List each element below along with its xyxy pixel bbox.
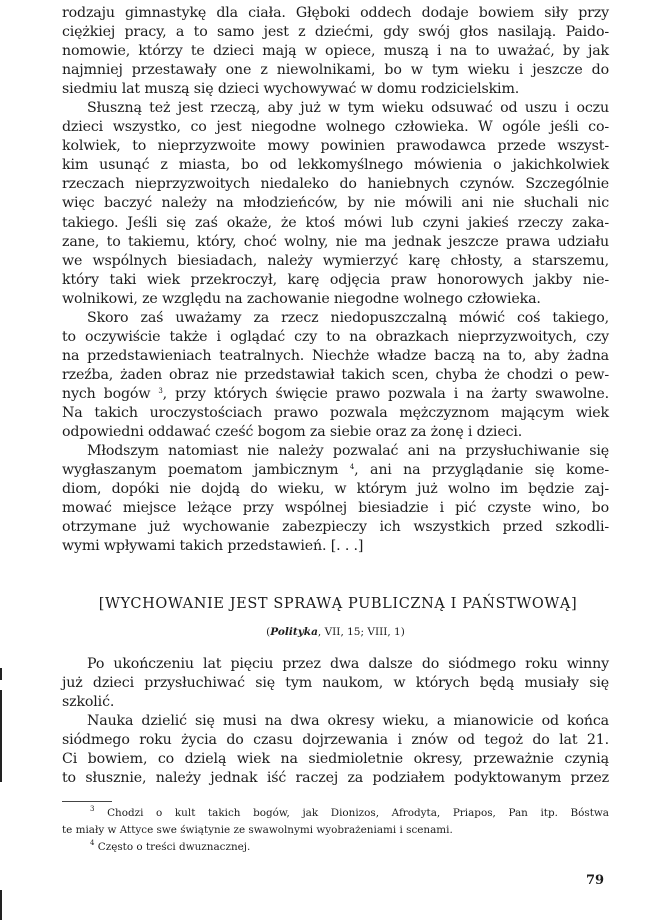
text-line: nomowie, którzy te dzieci mają w opiece, muszą i na to uważać, by jak <box>62 43 609 60</box>
footnote-text: Chodzi o kult takich bogów, jak Dionizos, Afrodyta, Priapos, Pan itp. Bóstwa <box>107 807 609 819</box>
footnote-3 <box>62 805 609 822</box>
text-line: Młodszym natomiast nie należy pozwalać ani na przysłuchiwanie się <box>87 443 609 460</box>
scan-artifact-edge <box>0 890 2 920</box>
section-source-citation <box>62 626 609 638</box>
section-heading: [WYCHOWANIE JEST SPRAWĄ PUBLICZNĄ I PAŃSTWOWĄ] <box>98 596 578 612</box>
body-text-part-1 <box>62 4 609 556</box>
page-number: 79 <box>586 873 605 888</box>
citation-rest: , VII, 15; VIII, 1) <box>317 626 405 638</box>
text-line: rzeczach nieprzyzwoitych niedaleko do haniebnych czynów. Szczególnie <box>62 176 609 193</box>
text-line: Nauka dzielić się musi na dwa okresy wieku, a mianowicie od końca <box>87 713 609 730</box>
text-line: otrzymane już wychowanie zabezpieczy ich wszystkich przed szkodli- <box>62 519 609 536</box>
text-line: rodzaju gimnastykę dla ciała. Głęboki oddech dodaje bowiem siły przy <box>62 5 609 21</box>
footnotes <box>62 805 609 856</box>
text-fragment: wygłaszanym poematom jambicznym <box>62 462 339 479</box>
scan-artifact-edge <box>0 668 2 680</box>
text-line: rzeźba, żaden obraz nie przedstawiał takich scen, chyba że chodzi o pew- <box>62 366 609 383</box>
text-line-with-footnote-ref <box>62 385 609 404</box>
text-line: kolwiek, to nieprzyzwoite mowy powinien prawodawca przede wszyst- <box>62 138 609 155</box>
text-fragment: , przy których święcie prawo pozwala i na żarty swawolne. <box>162 385 609 402</box>
text-fragment: , ani na przyglądanie się kome- <box>354 462 609 479</box>
text-line: zane, to takiemu, który, choć wolny, nie ma jednak jeszcze prawa udziału <box>62 233 609 250</box>
text-line: na przedstawieniach teatralnych. Niechże władze baczą na to, aby żadna <box>62 347 609 364</box>
footnote-ref-4[interactable]: 4 <box>349 463 355 472</box>
text-line: diom, dopóki nie dojdą do wieku, w którym już wolno im będzie zaj- <box>62 481 609 498</box>
citation-title: Polityka <box>270 626 318 638</box>
text-line-with-footnote-ref <box>62 461 609 480</box>
text-line: we wspólnych biesiadach, należy wymierzyć karę chłosty, a starszemu, <box>62 252 609 269</box>
text-line: więc baczyć należy na młodzieńców, by nie mówili ani nie słuchali nic <box>62 195 609 212</box>
scan-artifact-edge <box>0 690 2 782</box>
text-line: który taki wiek przekroczył, karę odjęcia praw honorowych jakby nie- <box>62 271 609 288</box>
footnote-separator-rule <box>62 801 112 802</box>
footnote-text: Często o treści dwuznacznej. <box>97 841 251 853</box>
text-fragment: nych bogów <box>62 385 151 402</box>
text-line: wymi wpływami takich przedstawień. [. . .] <box>62 538 364 555</box>
text-line: Ci bowiem, co dzielą wiek na siedmioletnie okresy, przeważnie czynią <box>62 751 609 768</box>
text-line: Po ukończeniu lat pięciu przez dwa dalsze do siódmego roku winny <box>87 656 609 672</box>
text-line: wolnikowi, ze względu na zachowanie niegodne wolnego człowieka. <box>62 290 541 307</box>
text-line: odpowiedni oddawać cześć bogom za siebie oraz za żonę i dzieci. <box>62 424 523 441</box>
text-line: najmniej przestawały one z niewolnikami, bo w tym wieku i jeszcze do <box>62 62 609 79</box>
text-line: szkolić. <box>62 694 115 711</box>
footnote-4 <box>62 839 609 856</box>
text-line: Słuszną też jest rzeczą, aby już w tym wieku odsuwać od uszu i oczu <box>87 100 609 117</box>
text-line: ciężkiej pracy, a to samo jest z dziećmi, gdy swój głos nasilają. Paido- <box>62 24 609 41</box>
text-line: to słusznie, należy jednak iść raczej za podziałem podyktowanym przez <box>62 770 609 787</box>
footnote-ref-3[interactable]: 3 <box>158 386 163 395</box>
footnote-marker-4: 4 <box>90 839 95 847</box>
text-line: takiego. Jeśli się zaś okaże, że ktoś mówi lub czyni jakieś rzeczy zaka- <box>62 214 609 231</box>
text-line: już dzieci przysłuchiwać się tym naukom, w których będą musiały się <box>62 675 609 692</box>
citation-paren: ( <box>266 626 271 638</box>
text-line: Skoro zaś uważamy za rzecz niedopuszczalną mówić coś takiego, <box>87 309 609 326</box>
text-line: dzieci wszystko, co jest niegodne wolnego człowieka. W ogóle jeśli co- <box>62 119 609 136</box>
text-line: to oczywiście także i oglądać czy to na obrazkach nieprzyzwoitych, czy <box>62 328 609 345</box>
text-line: siódmego roku życia do czasu dojrzewania i znów od tegoż do lat 21. <box>62 732 609 749</box>
body-text-part-2 <box>62 655 609 788</box>
footnote-marker-3: 3 <box>90 805 95 813</box>
text-line: Na takich uroczystościach prawo pozwala mężczyznom mającym wiek <box>62 404 609 421</box>
text-line: kim usunąć z miasta, bo od lekkomyślnego mówienia o jakichkolwiek <box>62 157 609 174</box>
text-line: mować miejsce leżące przy wspólnej biesiadzie i pić czyste wino, bo <box>62 500 609 517</box>
footnote-3-continued: te miały w Attyce swe świątynie ze swawolnymi wyobrażeniami i scenami. <box>62 824 453 836</box>
text-line: siedmiu lat muszą się dzieci wychowywać w domu rodzicielskim. <box>62 81 520 98</box>
